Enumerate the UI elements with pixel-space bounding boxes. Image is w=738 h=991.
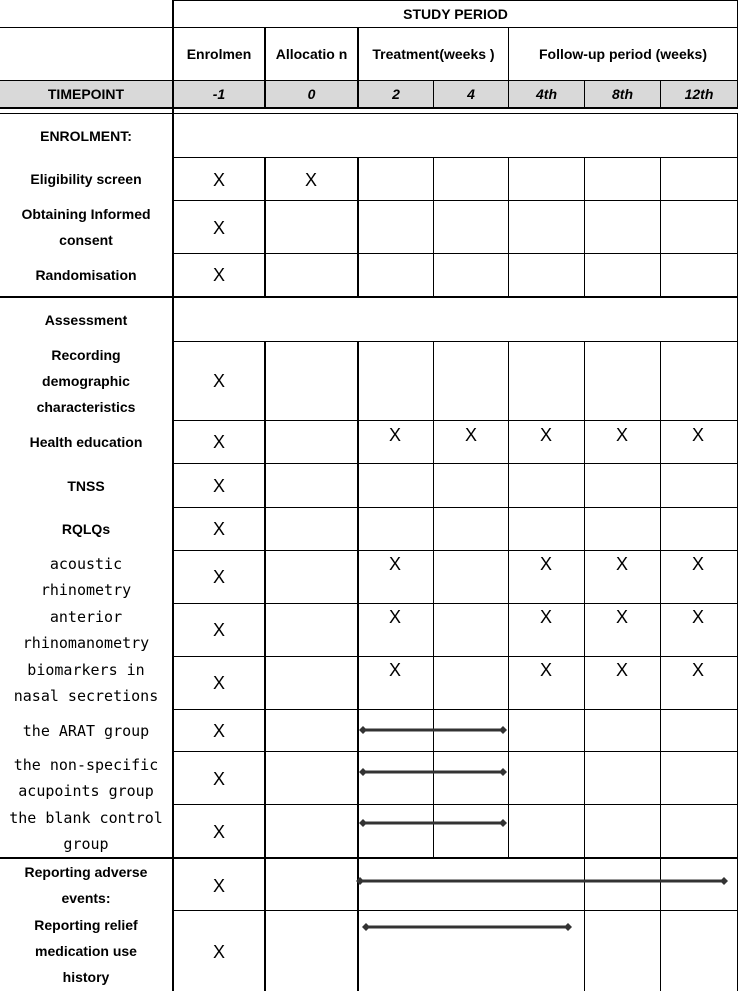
- x-mark: X: [212, 673, 226, 693]
- duration-bar-blank-control: [359, 819, 507, 827]
- row-label: Reporting adverse events:: [24, 863, 148, 906]
- x-mark: X: [539, 607, 553, 627]
- x-mark: X: [539, 425, 553, 445]
- x-mark: X: [212, 876, 226, 896]
- x-mark: X: [212, 476, 226, 496]
- x-mark: X: [212, 170, 226, 190]
- x-mark: X: [539, 554, 553, 574]
- duration-bar-non-specific: [359, 768, 507, 776]
- row-label: Reporting relief medication use history: [34, 917, 138, 985]
- row-label: acoustic rhinometry: [40, 555, 132, 599]
- timepoint-cell: 2: [392, 86, 400, 102]
- x-mark: X: [212, 519, 226, 539]
- x-mark: X: [212, 822, 226, 842]
- x-mark: X: [212, 769, 226, 789]
- timepoint-cell: 0: [307, 86, 316, 102]
- x-mark: X: [212, 371, 226, 391]
- row-label: TNSS: [67, 477, 105, 494]
- x-mark: X: [691, 554, 705, 574]
- timepoint-cell: -1: [212, 86, 226, 102]
- row-label: Health education: [29, 434, 143, 450]
- allocation-header: Allocatio n: [275, 46, 348, 62]
- timepoint-cell: 4: [467, 86, 475, 102]
- timepoint-cell: 8th: [612, 86, 633, 102]
- duration-bar-arat: [359, 726, 507, 734]
- x-mark: X: [212, 432, 226, 452]
- duration-bar-relief-medication: [362, 923, 572, 931]
- x-mark: X: [212, 218, 226, 238]
- row-label: Eligibility screen: [30, 171, 142, 187]
- timepoint-cell: 4th: [536, 86, 557, 102]
- assessment-section-label: Assessment: [44, 311, 128, 328]
- duration-bar-adverse-events: [356, 877, 728, 885]
- x-mark: X: [691, 607, 705, 627]
- row-label: Randomisation: [35, 267, 137, 283]
- x-mark: X: [539, 660, 553, 680]
- x-mark: X: [304, 170, 318, 190]
- x-mark: X: [212, 265, 226, 285]
- row-label: the ARAT group: [22, 721, 150, 740]
- x-mark: X: [615, 660, 629, 680]
- row-label: Obtaining Informed consent: [21, 206, 151, 248]
- row-label: anterior rhinomanometry: [22, 608, 150, 652]
- row-label: the non-specific acupoints group: [13, 756, 159, 800]
- row-label: RQLQs: [61, 521, 111, 537]
- x-mark: X: [212, 942, 226, 962]
- x-mark: X: [212, 620, 226, 640]
- x-mark: X: [212, 721, 226, 741]
- x-mark: X: [388, 425, 402, 445]
- x-mark: X: [212, 567, 226, 587]
- x-mark: X: [691, 425, 705, 445]
- treatment-header: Treatment(weeks ): [372, 46, 495, 62]
- row-label: the blank control group: [9, 809, 163, 853]
- x-mark: X: [691, 660, 705, 680]
- timepoint-label: TIMEPOINT: [47, 86, 125, 102]
- x-mark: X: [388, 607, 402, 627]
- x-mark: X: [615, 425, 629, 445]
- row-label: biomarkers in nasal secretions: [13, 661, 159, 705]
- x-mark: X: [388, 660, 402, 680]
- timepoint-cell: 12th: [684, 86, 714, 102]
- enrolment-section-label: ENROLMENT:: [40, 127, 132, 144]
- x-mark: X: [464, 425, 478, 445]
- followup-header: Follow-up period (weeks): [538, 46, 707, 62]
- study-period-header: STUDY PERIOD: [403, 6, 508, 22]
- enrolment-header: Enrolmen: [186, 46, 252, 62]
- x-mark: X: [388, 554, 402, 574]
- x-mark: X: [615, 607, 629, 627]
- x-mark: X: [615, 554, 629, 574]
- row-label: Recording demographic characteristics: [36, 347, 136, 415]
